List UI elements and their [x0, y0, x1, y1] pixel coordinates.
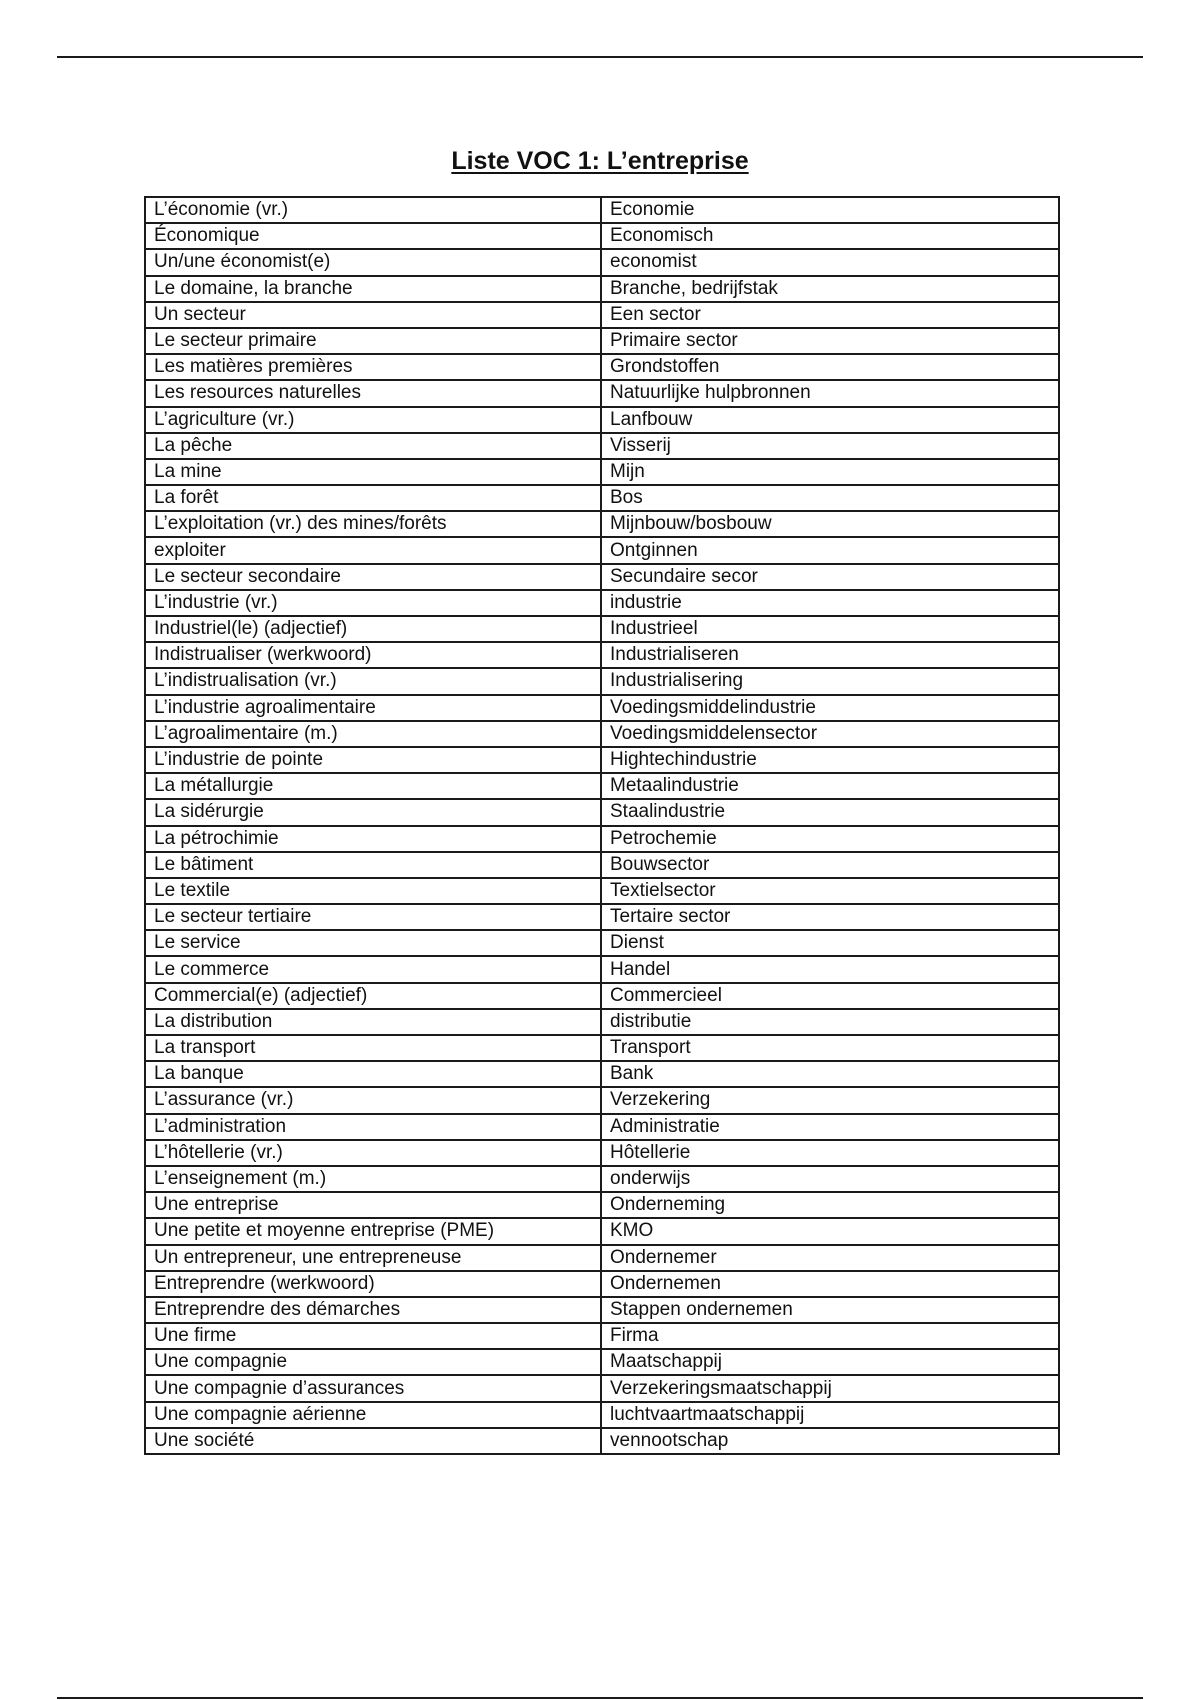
table-row — [145, 1297, 1059, 1323]
french-term-cell: Indistrualiser (werkwoord) — [145, 642, 601, 668]
french-term-cell: Le secteur secondaire — [145, 564, 601, 590]
dutch-translation-cell: Maatschappij — [601, 1349, 1059, 1375]
table-row — [145, 747, 1059, 773]
table-row — [145, 1114, 1059, 1140]
french-term-cell: Un entrepreneur, une entrepreneuse — [145, 1245, 601, 1271]
dutch-translation-cell: Voedingsmiddelensector — [601, 721, 1059, 747]
table-row — [145, 249, 1059, 275]
table-row — [145, 1009, 1059, 1035]
dutch-translation-cell: Administratie — [601, 1114, 1059, 1140]
dutch-translation-cell: Bos — [601, 485, 1059, 511]
dutch-translation-cell: Textielsector — [601, 878, 1059, 904]
french-term-cell: Le commerce — [145, 956, 601, 982]
dutch-translation-cell: Visserij — [601, 433, 1059, 459]
french-term-cell: Industriel(le) (adjectief) — [145, 616, 601, 642]
french-term-cell: La distribution — [145, 1009, 601, 1035]
dutch-translation-cell: Primaire sector — [601, 328, 1059, 354]
table-row — [145, 695, 1059, 721]
dutch-translation-cell: Bank — [601, 1061, 1059, 1087]
table-row — [145, 1271, 1059, 1297]
french-term-cell: L’indistrualisation (vr.) — [145, 668, 601, 694]
french-term-cell: Le bâtiment — [145, 852, 601, 878]
dutch-translation-cell: Staalindustrie — [601, 799, 1059, 825]
table-row — [145, 1402, 1059, 1428]
table-row — [145, 1428, 1059, 1454]
french-term-cell: La banque — [145, 1061, 601, 1087]
french-term-cell: L’administration — [145, 1114, 601, 1140]
french-term-cell: La forêt — [145, 485, 601, 511]
french-term-cell: Une compagnie aérienne — [145, 1402, 601, 1428]
dutch-translation-cell: KMO — [601, 1218, 1059, 1244]
french-term-cell: Une entreprise — [145, 1192, 601, 1218]
french-term-cell: Une petite et moyenne entreprise (PME) — [145, 1218, 601, 1244]
french-term-cell: Le secteur tertiaire — [145, 904, 601, 930]
dutch-translation-cell: Een sector — [601, 302, 1059, 328]
french-term-cell: Commercial(e) (adjectief) — [145, 983, 601, 1009]
french-term-cell: La métallurgie — [145, 773, 601, 799]
table-row — [145, 328, 1059, 354]
dutch-translation-cell: Economie — [601, 197, 1059, 223]
bottom-rule — [57, 1697, 1143, 1699]
french-term-cell: L’enseignement (m.) — [145, 1166, 601, 1192]
dutch-translation-cell: Mijn — [601, 459, 1059, 485]
table-row — [145, 459, 1059, 485]
french-term-cell: exploiter — [145, 537, 601, 563]
dutch-translation-cell: Industrialiseren — [601, 642, 1059, 668]
table-row — [145, 826, 1059, 852]
dutch-translation-cell: Dienst — [601, 930, 1059, 956]
table-row — [145, 1218, 1059, 1244]
table-row — [145, 721, 1059, 747]
page-title: Liste VOC 1: L’entreprise — [451, 147, 749, 175]
table-row — [145, 983, 1059, 1009]
dutch-translation-cell: industrie — [601, 590, 1059, 616]
table-row — [145, 511, 1059, 537]
dutch-translation-cell: Industrieel — [601, 616, 1059, 642]
table-row — [145, 1061, 1059, 1087]
table-row — [145, 197, 1059, 223]
french-term-cell: L’agriculture (vr.) — [145, 407, 601, 433]
dutch-translation-cell: Commercieel — [601, 983, 1059, 1009]
dutch-translation-cell: distributie — [601, 1009, 1059, 1035]
french-term-cell: Économique — [145, 223, 601, 249]
dutch-translation-cell: Hightechindustrie — [601, 747, 1059, 773]
french-term-cell: L’industrie (vr.) — [145, 590, 601, 616]
french-term-cell: L’industrie agroalimentaire — [145, 695, 601, 721]
table-row — [145, 904, 1059, 930]
dutch-translation-cell: Verzekering — [601, 1087, 1059, 1113]
table-row — [145, 302, 1059, 328]
dutch-translation-cell: Firma — [601, 1323, 1059, 1349]
table-row — [145, 773, 1059, 799]
dutch-translation-cell: Ontginnen — [601, 537, 1059, 563]
table-row — [145, 616, 1059, 642]
table-row — [145, 537, 1059, 563]
table-row — [145, 1349, 1059, 1375]
french-term-cell: Le secteur primaire — [145, 328, 601, 354]
dutch-translation-cell: Industrialisering — [601, 668, 1059, 694]
french-term-cell: L’industrie de pointe — [145, 747, 601, 773]
french-term-cell: La pétrochimie — [145, 826, 601, 852]
french-term-cell: L’hôtellerie (vr.) — [145, 1140, 601, 1166]
french-term-cell: Entreprendre (werkwoord) — [145, 1271, 601, 1297]
dutch-translation-cell: Transport — [601, 1035, 1059, 1061]
dutch-translation-cell: Voedingsmiddelindustrie — [601, 695, 1059, 721]
table-row — [145, 799, 1059, 825]
dutch-translation-cell: Mijnbouw/bosbouw — [601, 511, 1059, 537]
dutch-translation-cell: Onderneming — [601, 1192, 1059, 1218]
dutch-translation-cell: Petrochemie — [601, 826, 1059, 852]
dutch-translation-cell: vennootschap — [601, 1428, 1059, 1454]
vocabulary-table-body — [145, 197, 1059, 1454]
dutch-translation-cell: onderwijs — [601, 1166, 1059, 1192]
dutch-translation-cell: Verzekeringsmaatschappij — [601, 1375, 1059, 1401]
table-row — [145, 276, 1059, 302]
french-term-cell: L’économie (vr.) — [145, 197, 601, 223]
french-term-cell: Un secteur — [145, 302, 601, 328]
table-row — [145, 354, 1059, 380]
french-term-cell: L’agroalimentaire (m.) — [145, 721, 601, 747]
table-row — [145, 564, 1059, 590]
dutch-translation-cell: Bouwsector — [601, 852, 1059, 878]
french-term-cell: Une société — [145, 1428, 601, 1454]
french-term-cell: Le domaine, la branche — [145, 276, 601, 302]
french-term-cell: L’exploitation (vr.) des mines/forêts — [145, 511, 601, 537]
table-row — [145, 223, 1059, 249]
dutch-translation-cell: Tertaire sector — [601, 904, 1059, 930]
dutch-translation-cell: Stappen ondernemen — [601, 1297, 1059, 1323]
french-term-cell: Une compagnie d’assurances — [145, 1375, 601, 1401]
french-term-cell: Les resources naturelles — [145, 380, 601, 406]
french-term-cell: Entreprendre des démarches — [145, 1297, 601, 1323]
french-term-cell: Une firme — [145, 1323, 601, 1349]
french-term-cell: La sidérurgie — [145, 799, 601, 825]
french-term-cell: La pêche — [145, 433, 601, 459]
table-row — [145, 930, 1059, 956]
table-row — [145, 878, 1059, 904]
dutch-translation-cell: Branche, bedrijfstak — [601, 276, 1059, 302]
french-term-cell: Une compagnie — [145, 1349, 601, 1375]
french-term-cell: Le service — [145, 930, 601, 956]
table-row — [145, 1166, 1059, 1192]
french-term-cell: Un/une économist(e) — [145, 249, 601, 275]
dutch-translation-cell: Metaalindustrie — [601, 773, 1059, 799]
vocabulary-table — [144, 196, 1060, 1455]
french-term-cell: L’assurance (vr.) — [145, 1087, 601, 1113]
table-row — [145, 852, 1059, 878]
table-row — [145, 1035, 1059, 1061]
table-row — [145, 1375, 1059, 1401]
dutch-translation-cell: Handel — [601, 956, 1059, 982]
dutch-translation-cell: Secundaire secor — [601, 564, 1059, 590]
table-row — [145, 485, 1059, 511]
dutch-translation-cell: economist — [601, 249, 1059, 275]
table-row — [145, 668, 1059, 694]
dutch-translation-cell: Ondernemer — [601, 1245, 1059, 1271]
french-term-cell: Le textile — [145, 878, 601, 904]
table-row — [145, 407, 1059, 433]
dutch-translation-cell: Hôtellerie — [601, 1140, 1059, 1166]
french-term-cell: La mine — [145, 459, 601, 485]
dutch-translation-cell: Economisch — [601, 223, 1059, 249]
dutch-translation-cell: Lanfbouw — [601, 407, 1059, 433]
table-row — [145, 590, 1059, 616]
table-row — [145, 1087, 1059, 1113]
table-row — [145, 1140, 1059, 1166]
french-term-cell: La transport — [145, 1035, 601, 1061]
dutch-translation-cell: Grondstoffen — [601, 354, 1059, 380]
table-row — [145, 433, 1059, 459]
dutch-translation-cell: luchtvaartmaatschappij — [601, 1402, 1059, 1428]
table-row — [145, 956, 1059, 982]
table-row — [145, 1323, 1059, 1349]
dutch-translation-cell: Ondernemen — [601, 1271, 1059, 1297]
table-row — [145, 380, 1059, 406]
top-rule — [57, 56, 1143, 58]
table-row — [145, 1245, 1059, 1271]
dutch-translation-cell: Natuurlijke hulpbronnen — [601, 380, 1059, 406]
french-term-cell: Les matières premières — [145, 354, 601, 380]
table-row — [145, 1192, 1059, 1218]
table-row — [145, 642, 1059, 668]
